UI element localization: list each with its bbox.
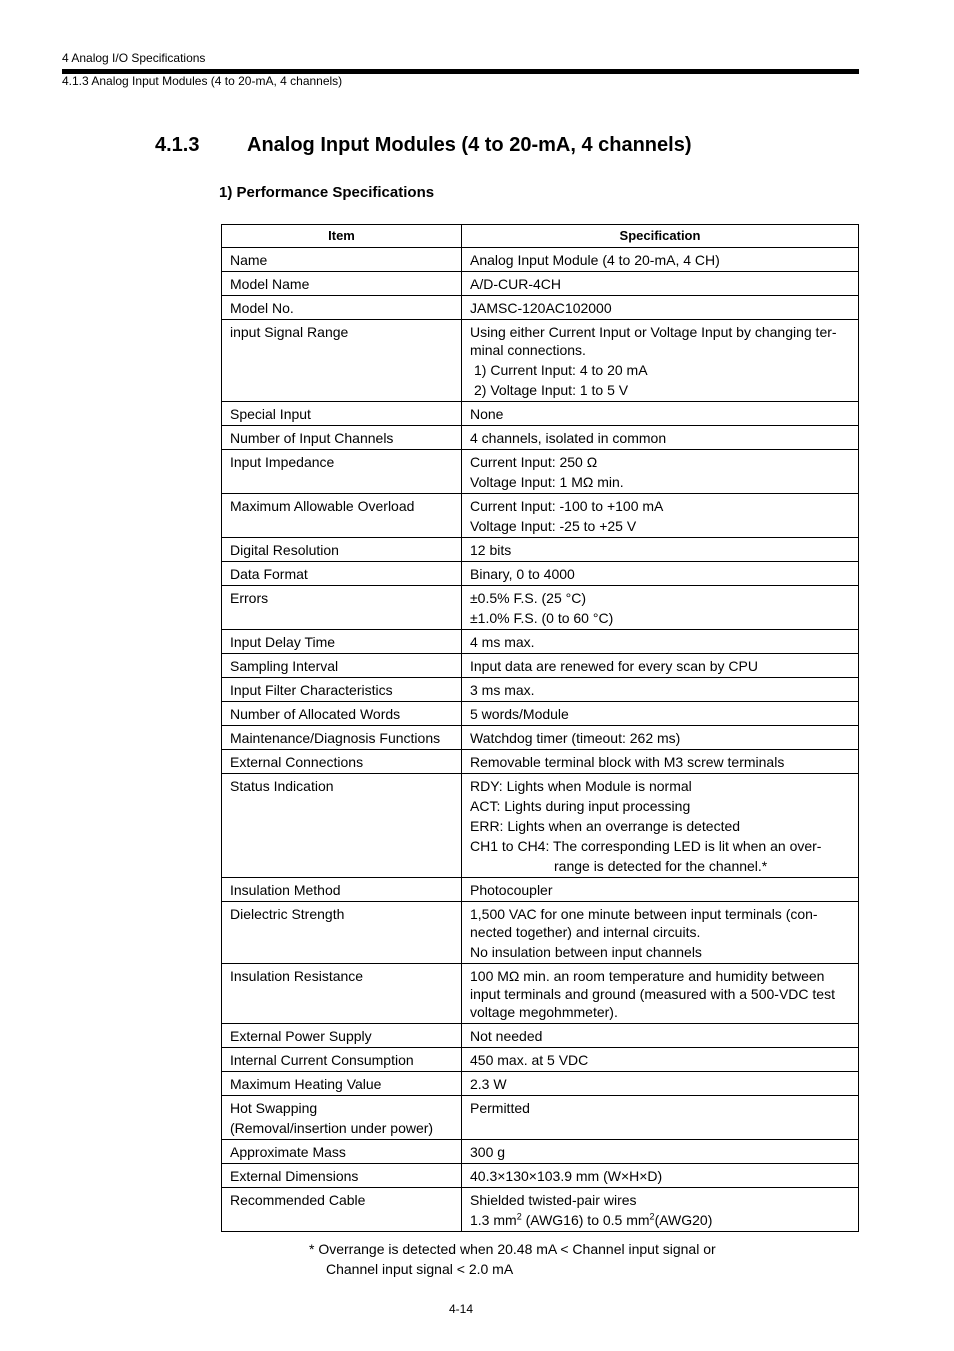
- spec-cell: [462, 450, 859, 494]
- item-cell: [222, 272, 462, 296]
- spec-text: Photocoupler: [470, 882, 553, 898]
- spec-text: Binary, 0 to 4000: [470, 566, 575, 582]
- spec-text: CH1 to CH4: The corresponding LED is lit when an over-: [470, 838, 822, 854]
- spec-cell: [462, 726, 859, 750]
- cable-size-text: [470, 1211, 850, 1229]
- item-cell: [222, 1188, 462, 1232]
- table-row: [222, 586, 859, 630]
- superscript: 2: [649, 1211, 655, 1222]
- spec-cell: [462, 538, 859, 562]
- column-header-specification: Specification: [462, 225, 859, 248]
- spec-text: 3 ms max.: [470, 682, 535, 698]
- footnote-line-1: * Overrange is detected when 20.48 mA < Channel input signal or: [309, 1241, 716, 1257]
- spec-cell: [462, 562, 859, 586]
- spec-cell: [462, 1164, 859, 1188]
- spec-cell: [462, 750, 859, 774]
- item-cell: [222, 320, 462, 402]
- item-text: Digital Resolution: [230, 542, 339, 558]
- spec-cell: [462, 272, 859, 296]
- item-text: Sampling Interval: [230, 658, 339, 674]
- spec-text: 450 max. at 5 VDC: [470, 1052, 589, 1068]
- table-row: [222, 750, 859, 774]
- spec-text: 12 bits: [470, 542, 512, 558]
- table-row: [222, 1072, 859, 1096]
- table-row: [222, 562, 859, 586]
- item-text: Input Impedance: [230, 454, 335, 470]
- spec-text: Watchdog timer (timeout: 262 ms): [470, 730, 681, 746]
- table-row: [222, 1024, 859, 1048]
- item-cell: [222, 774, 462, 878]
- table-row: [222, 630, 859, 654]
- item-text: Input Filter Characteristics: [230, 682, 393, 698]
- table-row: [222, 296, 859, 320]
- specifications-table: [221, 224, 859, 1232]
- spec-text: 4 channels, isolated in common: [470, 430, 667, 446]
- table-row: [222, 320, 859, 402]
- table-row: [222, 494, 859, 538]
- item-cell: [222, 1024, 462, 1048]
- item-cell: [222, 538, 462, 562]
- spec-text: ±1.0% F.S. (0 to 60 °C): [470, 610, 614, 626]
- subsection-title: 1) Performance Specifications: [219, 184, 435, 201]
- section-title: Analog Input Modules (4 to 20-mA, 4 channels): [247, 134, 692, 156]
- spec-text: 2) Voltage Input: 1 to 5 V: [474, 382, 629, 398]
- item-text: Internal Current Consumption: [230, 1052, 414, 1068]
- item-text: External Power Supply: [230, 1028, 372, 1044]
- table-row: [222, 726, 859, 750]
- table-row: [222, 1140, 859, 1164]
- item-cell: [222, 1164, 462, 1188]
- spec-text: Removable terminal block with M3 screw terminals: [470, 754, 785, 770]
- spec-cell: [462, 654, 859, 678]
- item-cell: [222, 296, 462, 320]
- spec-cell: [462, 902, 859, 964]
- spec-cell: [462, 702, 859, 726]
- table-body: [222, 248, 859, 1232]
- item-text: Status Indication: [230, 778, 334, 794]
- table-row: [222, 1048, 859, 1072]
- spec-text: Analog Input Module (4 to 20-mA, 4 CH): [470, 252, 720, 268]
- item-cell: [222, 750, 462, 774]
- spec-text: Current Input: 250 Ω: [470, 454, 598, 470]
- page-number: 4-14: [449, 1302, 474, 1316]
- spec-text: 2.3 W: [470, 1076, 507, 1092]
- item-text: External Dimensions: [230, 1168, 359, 1184]
- spec-text: 300 g: [470, 1144, 506, 1160]
- item-text: Errors: [230, 590, 269, 606]
- spec-cell: [462, 296, 859, 320]
- table-row: [222, 402, 859, 426]
- item-text: Special Input: [230, 406, 311, 422]
- item-cell: [222, 562, 462, 586]
- spec-cell: [462, 1048, 859, 1072]
- spec-cell: [462, 774, 859, 878]
- item-text: Insulation Method: [230, 882, 341, 898]
- spec-text: Voltage Input: 1 MΩ min.: [470, 474, 624, 490]
- footnote-line-2: Channel input signal < 2.0 mA: [326, 1261, 514, 1277]
- item-text: input Signal Range: [230, 324, 349, 340]
- spec-cell: [462, 586, 859, 630]
- item-cell: [222, 678, 462, 702]
- item-text: Model Name: [230, 276, 310, 292]
- table-row: [222, 248, 859, 272]
- item-text: Recommended Cable: [230, 1192, 366, 1208]
- spec-text: 1) Current Input: 4 to 20 mA: [474, 362, 648, 378]
- spec-text: 1,500 VAC for one minute between input terminals (con-nected together) and internal circuits.: [470, 906, 818, 940]
- item-cell: [222, 494, 462, 538]
- item-cell: [222, 402, 462, 426]
- spec-cell: [462, 964, 859, 1024]
- spec-cell: [462, 1024, 859, 1048]
- item-cell: [222, 450, 462, 494]
- spec-cell: [462, 494, 859, 538]
- item-cell: [222, 630, 462, 654]
- table-row: [222, 878, 859, 902]
- table-row: [222, 426, 859, 450]
- item-cell: [222, 878, 462, 902]
- spec-text: No insulation between input channels: [470, 944, 702, 960]
- spec-text: Permitted: [470, 1100, 530, 1116]
- column-header-item: Item: [222, 225, 462, 248]
- item-text: (Removal/insertion under power): [230, 1120, 434, 1136]
- table-row: [222, 272, 859, 296]
- spec-text: range is detected for the channel.*: [554, 858, 768, 874]
- item-text: Data Format: [230, 566, 308, 582]
- table-row: [222, 774, 859, 878]
- item-text: Dielectric Strength: [230, 906, 345, 922]
- table-row: [222, 654, 859, 678]
- spec-text: 100 MΩ min. an room temperature and humidity between input terminals and ground (measured with a 500-VDC test voltage megohmmeter).: [470, 968, 835, 1020]
- spec-cell: [462, 320, 859, 402]
- item-text: Maximum Heating Value: [230, 1076, 382, 1092]
- section-number: 4.1.3: [155, 134, 200, 156]
- table-row: [222, 1164, 859, 1188]
- spec-text: Shielded twisted-pair wires: [470, 1192, 637, 1208]
- spec-text: RDY: Lights when Module is normal: [470, 778, 692, 794]
- spec-text: 40.3×130×103.9 mm (W×H×D): [470, 1168, 663, 1184]
- table-row: [222, 1096, 859, 1140]
- item-text: Maximum Allowable Overload: [230, 498, 415, 514]
- spec-text: A/D-CUR-4CH: [470, 276, 561, 292]
- spec-cell: [462, 630, 859, 654]
- item-text: Approximate Mass: [230, 1144, 346, 1160]
- item-text: Hot Swapping: [230, 1100, 318, 1116]
- spec-cell: [462, 248, 859, 272]
- table-row: [222, 538, 859, 562]
- spec-text: 5 words/Module: [470, 706, 569, 722]
- spec-text: ±0.5% F.S. (25 °C): [470, 590, 586, 606]
- item-cell: [222, 586, 462, 630]
- item-cell: [222, 702, 462, 726]
- cable-text-part: 1.3 mm: [470, 1212, 517, 1228]
- table-row: [222, 1188, 859, 1232]
- spec-cell: [462, 1072, 859, 1096]
- item-cell: [222, 1048, 462, 1072]
- table-header-row: [222, 225, 859, 248]
- spec-text: ACT: Lights during input processing: [470, 798, 691, 814]
- superscript: 2: [516, 1211, 522, 1222]
- item-text: Input Delay Time: [230, 634, 336, 650]
- spec-text: Input data are renewed for every scan by CPU: [470, 658, 758, 674]
- spec-text: ERR: Lights when an overrange is detected: [470, 818, 741, 834]
- item-cell: [222, 1140, 462, 1164]
- spec-text: None: [470, 406, 504, 422]
- cable-text-part: (AWG20): [654, 1212, 713, 1228]
- spec-cell: [462, 1096, 859, 1140]
- spec-cell: [462, 426, 859, 450]
- spec-cell: [462, 678, 859, 702]
- table-row: [222, 964, 859, 1024]
- cable-text-part: (AWG16) to 0.5 mm: [521, 1212, 650, 1228]
- spec-text: Current Input: -100 to +100 mA: [470, 498, 664, 514]
- item-text: Number of Input Channels: [230, 430, 394, 446]
- item-text: Insulation Resistance: [230, 968, 364, 984]
- table-row: [222, 678, 859, 702]
- running-header-section: 4.1.3 Analog Input Modules (4 to 20-mA, 4 channels): [62, 74, 343, 88]
- item-cell: [222, 426, 462, 450]
- item-cell: [222, 726, 462, 750]
- spec-cell: [462, 878, 859, 902]
- item-text: External Connections: [230, 754, 364, 770]
- spec-text: Voltage Input: -25 to +25 V: [470, 518, 637, 534]
- spec-cell: [462, 1140, 859, 1164]
- spec-text: JAMSC-120AC102000: [470, 300, 612, 316]
- item-text: Maintenance/Diagnosis Functions: [230, 730, 441, 746]
- item-text: Name: [230, 252, 268, 268]
- running-header-chapter: 4 Analog I/O Specifications: [62, 51, 206, 65]
- spec-cell: [462, 1188, 859, 1232]
- spec-cell: [462, 402, 859, 426]
- table-row: [222, 450, 859, 494]
- item-cell: [222, 654, 462, 678]
- item-cell: [222, 1096, 462, 1140]
- item-text: Number of Allocated Words: [230, 706, 401, 722]
- table-row: [222, 902, 859, 964]
- item-cell: [222, 902, 462, 964]
- table-row: [222, 702, 859, 726]
- spec-text: 4 ms max.: [470, 634, 535, 650]
- item-cell: [222, 1072, 462, 1096]
- item-cell: [222, 964, 462, 1024]
- item-cell: [222, 248, 462, 272]
- item-text: Model No.: [230, 300, 294, 316]
- spec-text: Not needed: [470, 1028, 543, 1044]
- spec-text: Using either Current Input or Voltage Input by changing ter-minal connections.: [470, 324, 837, 358]
